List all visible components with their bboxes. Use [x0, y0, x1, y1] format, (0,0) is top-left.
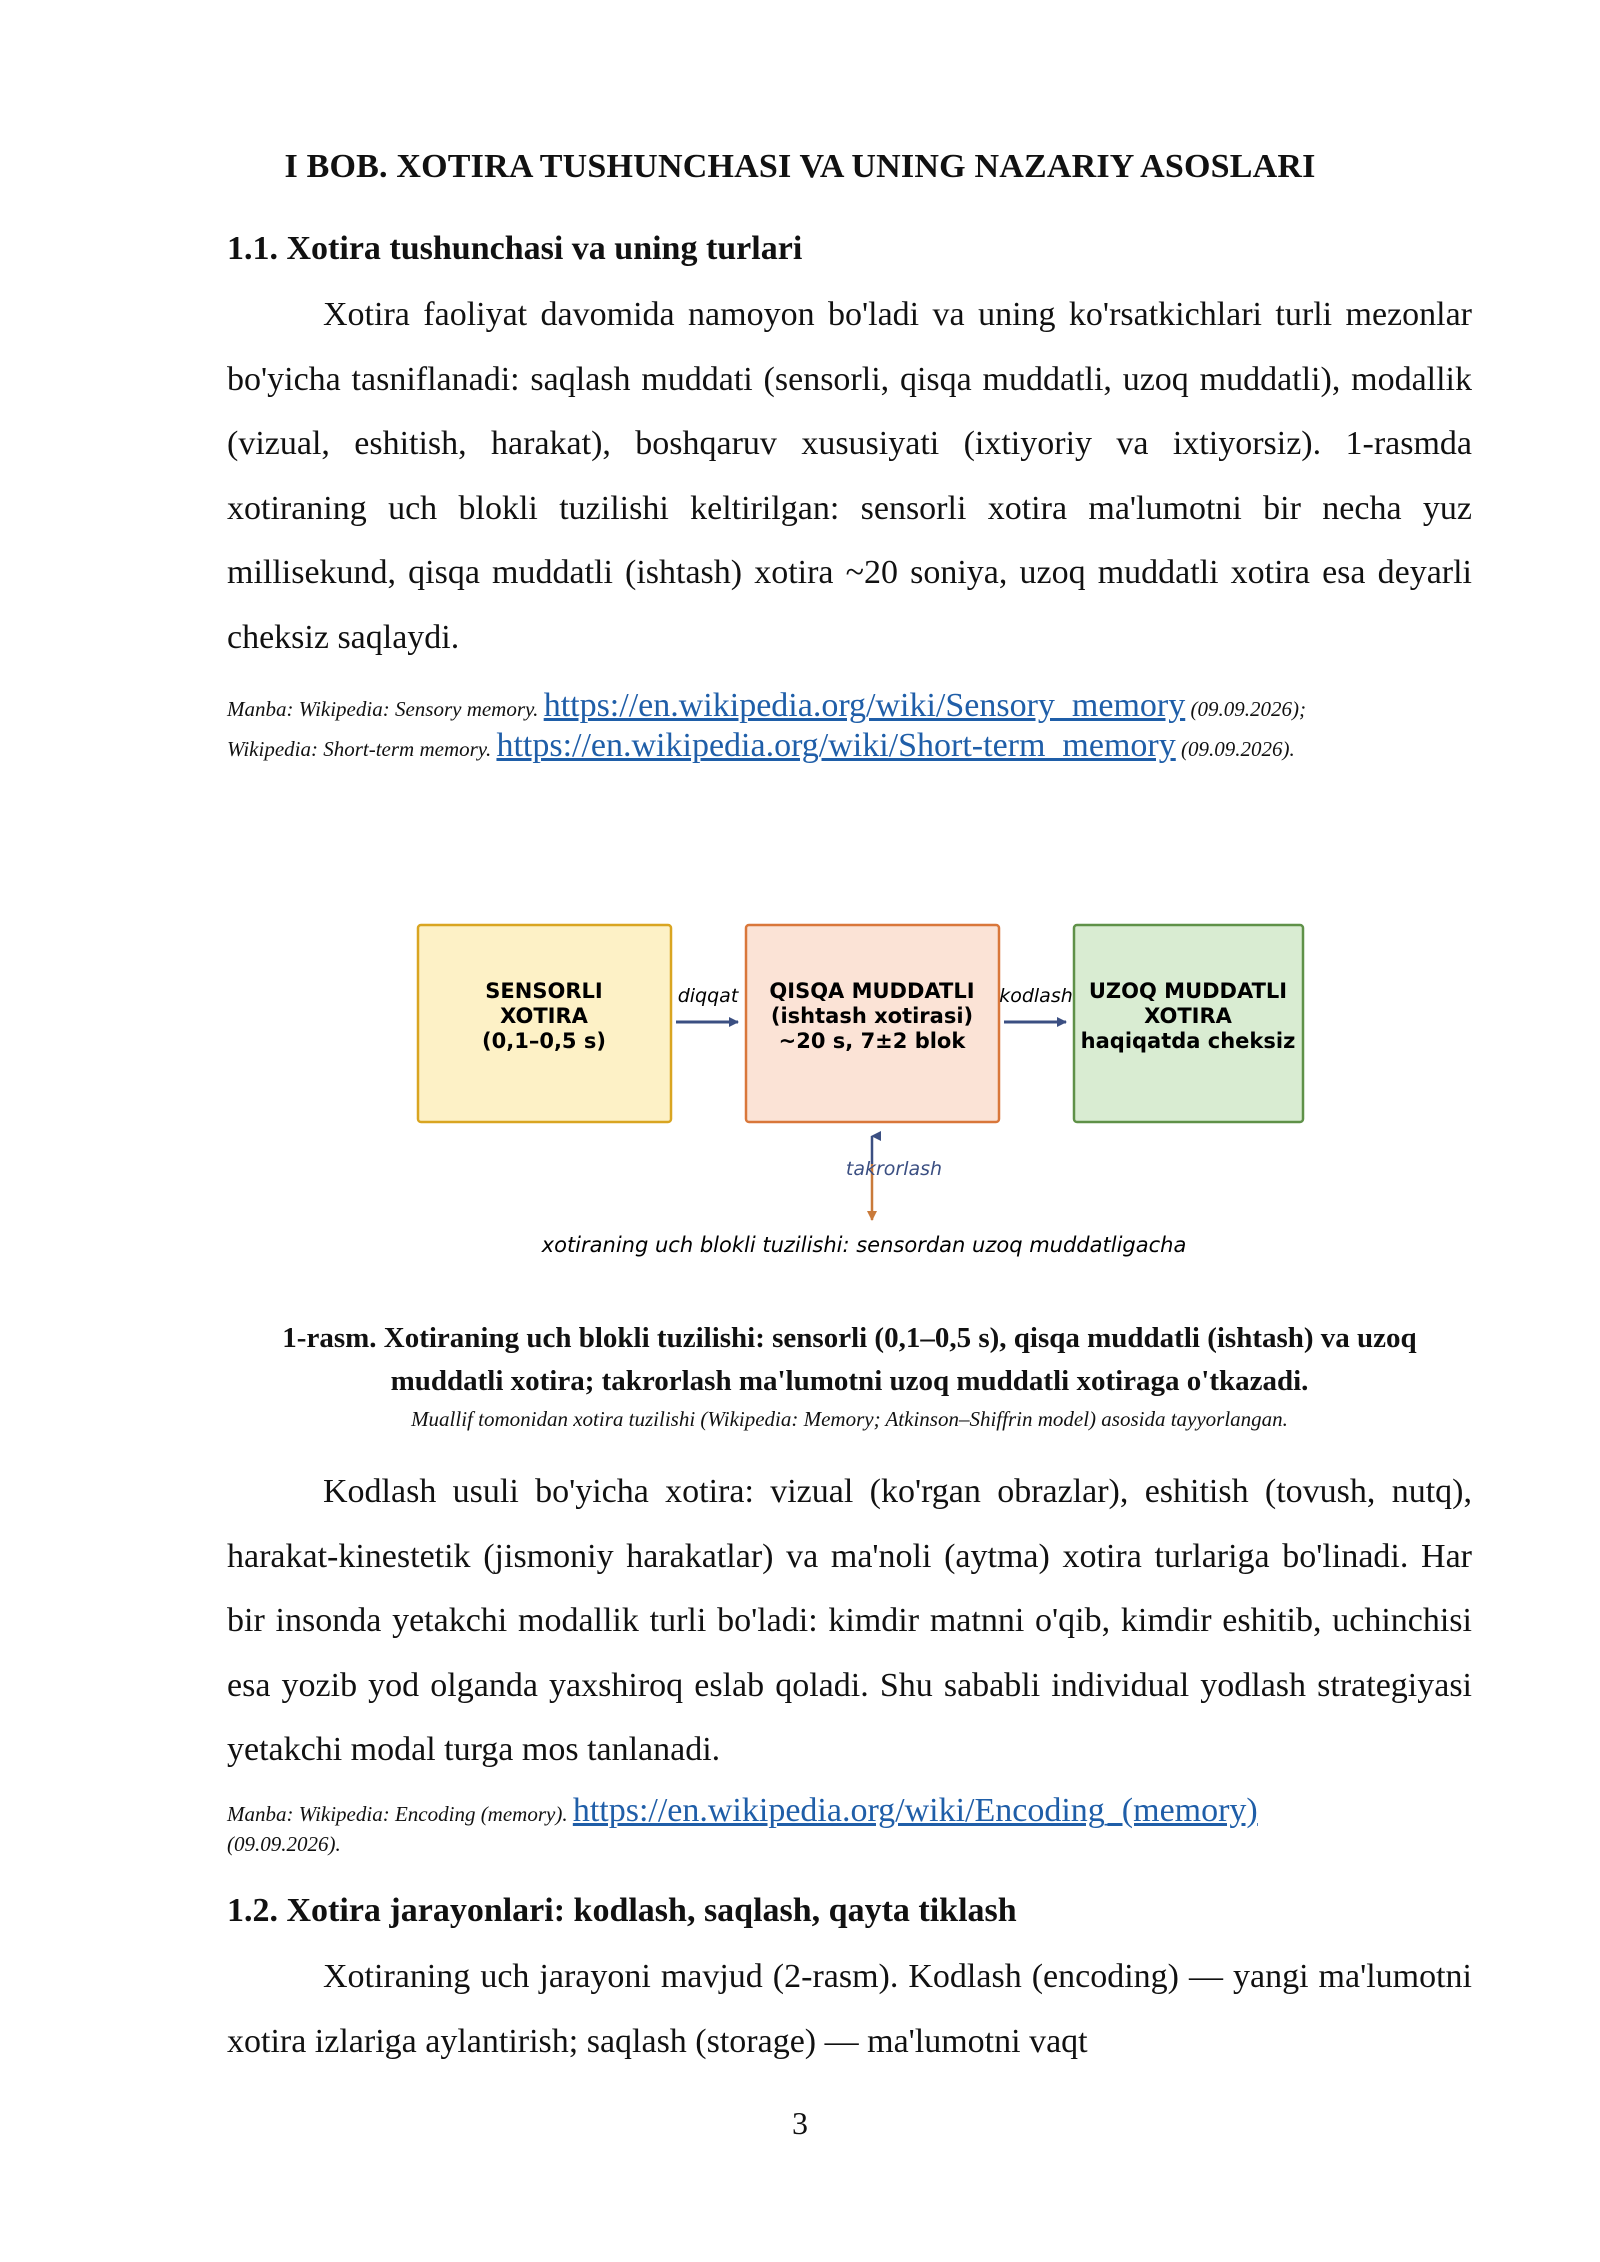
arrow-attention-label: diqqat: [677, 985, 739, 1007]
box2-line2: (ishtash xotirasi): [770, 1004, 974, 1028]
section-heading-1-2: 1.2. Xotira jarayonlari: kodlash, saqlash, qayta tiklash: [227, 1892, 1017, 1929]
section-heading-1-1: 1.1. Xotira tushunchasi va uning turlari: [227, 230, 803, 267]
source-note-2: [227, 1793, 1487, 1856]
paragraph-3: [227, 1945, 1472, 2074]
figure-caption-note: Muallif tomonidan xotira tuzilishi (Wikipedia: Memory; Atkinson–Shiffrin model) asosida tayyorlangan.: [411, 1407, 1288, 1431]
box1-line3: (0,1–0,5 s): [482, 1029, 606, 1053]
figure-caption-title: 1-rasm. Xotiraning uch blokli tuzilishi: sensorli (0,1–0,5 s), qisqa muddatli (ishtash) va uzoq muddatli xotira; takrorlash ma'lumotni uzoq muddatli xotiraga o'tkazadi.: [282, 1322, 1417, 1397]
box2-line3: ~20 s, 7±2 blok: [778, 1029, 966, 1053]
box1-line2: XOTIRA: [500, 1004, 588, 1028]
short-term-memory-box: [746, 925, 999, 1122]
arrow-encoding-label: kodlash: [999, 985, 1073, 1007]
source-2-date: (09.09.2026).: [1181, 737, 1295, 761]
source-note-1: [227, 686, 1487, 766]
paragraph-3-text: Xotiraning uch jarayoni mavjud (2-rasm). Kodlash (encoding) — yangi ma'lumotni xotira izlariga aylantirish; saqlash (storage) — ma'lumotni vaqt: [227, 1958, 1472, 2060]
source-1-date: (09.09.2026);: [1190, 697, 1306, 721]
chapter-title: I BOB. XOTIRA TUSHUNCHASI VA UNING NAZARIY ASOSLARI: [284, 148, 1316, 185]
source-link-encoding-memory[interactable]: https://en.wikipedia.org/wiki/Encoding_(memory): [572, 1792, 1258, 1829]
box1-line1: SENSORLI: [485, 979, 603, 1003]
paragraph-2: [227, 1460, 1472, 1783]
diagram-inner-caption: xotiraning uch blokli tuzilishi: sensordan uzoq muddatligacha: [541, 1233, 1187, 1257]
source-link-short-term-memory[interactable]: https://en.wikipedia.org/wiki/Short-term_memory: [496, 727, 1176, 764]
paragraph-1-text: Xotira faoliyat davomida namoyon bo'ladi va uning ko'rsatkichlari turli mezonlar bo'yicha tasniflanadi: saqlash muddati (sensorli, qisqa muddatli, uzoq muddatli), modallik (vizual, eshitish, harakat), boshqaruv xususiyati (ixtiyoriy va ixtiyorsiz). 1-rasmda xotiraning uch blokli tuzilishi keltirilgan: sensorli xotira ma'lumotni bir necha yuz millisekund, qisqa muddatli (ishtash) xotira ~20 soniya, uzoq muddatli xotira esa deyarli cheksiz saqlaydi.: [227, 296, 1472, 656]
source-2-prefix: Wikipedia: Short-term memory.: [227, 737, 492, 761]
box2-line1: QISQA MUDDATLI: [769, 979, 975, 1003]
source-1-prefix: Manba: Wikipedia: Sensory memory.: [227, 697, 539, 721]
memory-diagram: [400, 910, 1340, 1290]
paragraph-1: [227, 283, 1472, 670]
figure-caption: [227, 1317, 1472, 1435]
source-3-date: (09.09.2026).: [227, 1832, 341, 1856]
rehearsal-label: takrorlash: [845, 1158, 943, 1180]
box3-line3: haqiqatda cheksiz: [1080, 1029, 1296, 1053]
source-3-prefix: Manba: Wikipedia: Encoding (memory).: [227, 1802, 568, 1826]
paragraph-2-text: Kodlash usuli bo'yicha xotira: vizual (ko'rgan obrazlar), eshitish (tovush, nutq), harakat-kinestetik (jismoniy harakatlar) va ma'noli (aytma) xotira turlariga bo'linadi. Har bir insonda yetakchi modallik turli bo'ladi: kimdir matnni o'qib, kimdir eshitib, uchinchisi esa yozib yod olganda yaxshiroq eslab qoladi. Shu sababli individual yodlash strategiyasi yetakchi modal turga mos tanlanadi.: [227, 1473, 1472, 1768]
box3-line1: UZOQ MUDDATLI: [1088, 979, 1288, 1003]
long-term-memory-box: [1074, 925, 1303, 1122]
sensory-memory-box: [418, 925, 671, 1122]
page-number: 3: [792, 2105, 808, 2141]
box3-line2: XOTIRA: [1144, 1004, 1232, 1028]
source-link-sensory-memory[interactable]: https://en.wikipedia.org/wiki/Sensory_memory: [543, 687, 1186, 724]
